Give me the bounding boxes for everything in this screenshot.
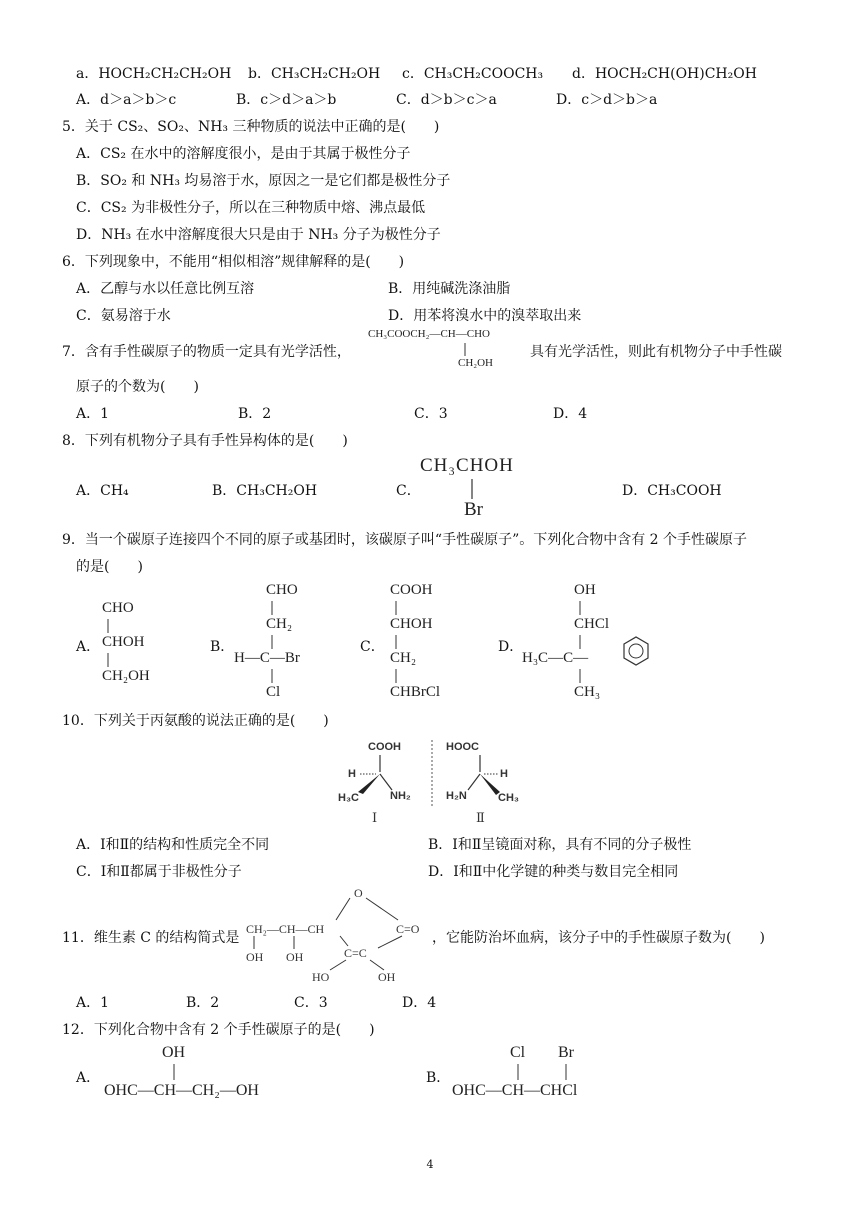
q11-vitamin-c-formula <box>246 886 432 982</box>
q5-option-a: A．CS₂ 在水中的溶解度很小，是由于其属于极性分子 <box>76 146 411 162</box>
q12-label-a: A． <box>76 1070 101 1086</box>
q9-formula-c <box>388 582 488 704</box>
q12-b-cl: Cl <box>510 1044 526 1061</box>
q8-c-formula <box>420 455 550 521</box>
q7-option-a: A．1 <box>76 406 110 422</box>
q9-d-oh: OH <box>574 582 596 598</box>
q9-c-chbrcl: CHBrCl <box>390 684 441 700</box>
q11-carbonyl: C=O <box>396 922 420 936</box>
option-a: A．d＞a＞b＞c <box>76 92 177 108</box>
q9-b-cho: CHO <box>266 582 298 598</box>
option-d: D．c＞d＞b＞a <box>556 92 658 108</box>
q6-option-d: D．用苯将溴水中的溴萃取出来 <box>388 308 582 324</box>
q8-c-formula-main: CH₃CHOH <box>420 455 514 476</box>
q9-a-choh: CHOH <box>102 634 145 650</box>
q10-label-i: Ⅰ <box>372 811 378 826</box>
q10-option-b: B．Ⅰ和Ⅱ呈镜面对称，具有不同的分子极性 <box>428 837 692 853</box>
q12-b-br: Br <box>558 1044 574 1061</box>
q10-i-nh2: NH₂ <box>390 790 411 802</box>
q8-option-c: C． <box>396 483 421 499</box>
q12-formula-a <box>104 1044 324 1104</box>
q11-option-d: D．4 <box>402 995 437 1011</box>
choice-c: c．CH₃CH₂COOCH₃ <box>402 66 544 82</box>
q9-c-cooh: COOH <box>390 582 433 598</box>
option-b: B．c＞d＞a＞b <box>236 92 337 108</box>
q10-stem: 10．下列关于丙氨酸的说法正确的是( ) <box>62 713 329 729</box>
q12-b-main: OHC—CH—CHCl <box>452 1082 578 1099</box>
q12-a-oh: OH <box>162 1044 186 1061</box>
q7-formula <box>368 328 528 374</box>
choice-b: b．CH₃CH₂CH₂OH <box>248 66 381 82</box>
q7-option-c: C．3 <box>414 406 448 422</box>
q9-c-ch2: CH₂ <box>390 650 417 666</box>
q9-b-cl: Cl <box>266 684 281 700</box>
q7-stem-c: 原子的个数为( ) <box>76 379 199 395</box>
q7-option-b: B．2 <box>238 406 272 422</box>
q10-i-cooh: COOH <box>368 741 401 753</box>
q10-ii-ch3: CH₃ <box>498 792 519 804</box>
q11-ring-o: O <box>354 886 363 900</box>
q11-chain: CH₂—CH—CH <box>246 922 325 936</box>
q11-option-c: C．3 <box>294 995 328 1011</box>
q10-option-a: A．Ⅰ和Ⅱ的结构和性质完全不同 <box>76 837 270 853</box>
q9-c-choh: CHOH <box>390 616 433 632</box>
q10-alanine-figure <box>330 738 540 828</box>
q5-option-b: B．SO₂ 和 NH₃ 均易溶于水，原因之一是它们都是极性分子 <box>76 173 451 189</box>
q10-ii-h2n: H₂N <box>446 790 467 802</box>
q11-stem-b: ，它能防治坏血病，该分子中的手性碳原子数为( ) <box>432 930 765 946</box>
q10-ii-h: H <box>500 768 508 780</box>
q9-stem-a: 9．当一个碳原子连接四个不同的原子或基团时，该碳原子叫“手性碳原子”。下列化合物中含有 2 个手性碳原子 <box>62 532 748 548</box>
q8-option-b: B．CH₃CH₂OH <box>212 483 318 499</box>
choice-a: a．HOCH₂CH₂CH₂OH <box>76 66 232 82</box>
q9-a-cho: CHO <box>102 600 134 616</box>
q9-stem-b: 的是( ) <box>76 559 143 575</box>
q12-label-b: B． <box>426 1070 451 1086</box>
q5-option-d: D．NH₃ 在水中溶解度很大只是由于 NH₃ 分子为极性分子 <box>76 227 441 243</box>
q7-formula-main: CH₃COOCH₂—CH—CHO <box>368 328 490 340</box>
q6-option-c: C．氨易溶于水 <box>76 308 171 324</box>
q10-i-ch3: H₃C <box>338 792 359 804</box>
q7-stem-b: 具有光学活性，则此有机物分子中手性碳 <box>530 344 782 360</box>
q6-stem: 6．下列现象中，不能用“相似相溶”规律解释的是( ) <box>62 254 405 270</box>
q8-c-formula-sub: Br <box>464 499 483 520</box>
q9-d-center: H₃C—C— <box>522 650 589 666</box>
q11-oh2: OH <box>286 950 304 964</box>
q8-option-a: A．CH₄ <box>76 483 129 499</box>
q9-b-ch2: CH₂ <box>266 616 293 632</box>
q9-label-a: A． <box>76 639 101 655</box>
q10-ii-hooc: HOOC <box>446 741 479 753</box>
q9-b-center: H—C—Br <box>234 650 300 666</box>
q12-stem: 12．下列化合物中含有 2 个手性碳原子的是( ) <box>62 1022 375 1038</box>
q8-stem: 8．下列有机物分子具有手性异构体的是( ) <box>62 433 348 449</box>
q10-i-h: H <box>348 768 356 780</box>
q11-option-b: B．2 <box>186 995 220 1011</box>
page-number: 4 <box>426 1158 434 1171</box>
q5-stem: 5．关于 CS₂、SO₂、NH₃ 三种物质的说法中正确的是( ) <box>62 119 440 135</box>
q10-option-c: C．Ⅰ和Ⅱ都属于非极性分子 <box>76 864 242 880</box>
q9-formula-d <box>522 582 672 704</box>
q11-stem-a: 11．维生素 C 的结构简式是 <box>62 930 240 946</box>
q6-option-b: B．用纯碱洗涤油脂 <box>388 281 511 297</box>
q11-oh1: OH <box>246 950 264 964</box>
q9-label-c: C． <box>360 639 385 655</box>
q8-option-d: D．CH₃COOH <box>622 483 722 499</box>
q7-formula-sub: CH₂OH <box>458 357 494 369</box>
q11-oh3: OH <box>378 970 396 984</box>
q9-a-ch2oh: CH₂OH <box>102 668 150 684</box>
q11-option-a: A．1 <box>76 995 110 1011</box>
benzene-ring-icon <box>624 637 648 665</box>
q10-label-ii: Ⅱ <box>476 811 485 826</box>
q7-stem-a: 7．含有手性碳原子的物质一定具有光学活性， <box>62 344 351 360</box>
q11-ene: C=C <box>344 946 367 960</box>
q9-d-chcl: CHCl <box>574 616 610 632</box>
q5-option-c: C．CS₂ 为非极性分子，所以在三种物质中熔、沸点最低 <box>76 200 426 216</box>
q9-label-b: B． <box>210 639 235 655</box>
q9-label-d: D． <box>498 639 524 655</box>
q11-ho: HO <box>312 970 330 984</box>
q12-a-main: OHC—CH—CH₂—OH <box>104 1082 259 1099</box>
choice-d: d．HOCH₂CH(OH)CH₂OH <box>572 66 757 82</box>
q7-option-d: D．4 <box>553 406 588 422</box>
q6-option-a: A．乙醇与水以任意比例互溶 <box>76 281 255 297</box>
q9-formula-a <box>102 600 182 690</box>
q9-d-ch3: CH₃ <box>574 684 601 700</box>
option-c: C．d＞b＞c＞a <box>396 92 497 108</box>
q9-formula-b <box>234 582 334 704</box>
q10-option-d: D．Ⅰ和Ⅱ中化学键的种类与数目完全相同 <box>428 864 679 880</box>
q12-formula-b <box>452 1044 632 1104</box>
